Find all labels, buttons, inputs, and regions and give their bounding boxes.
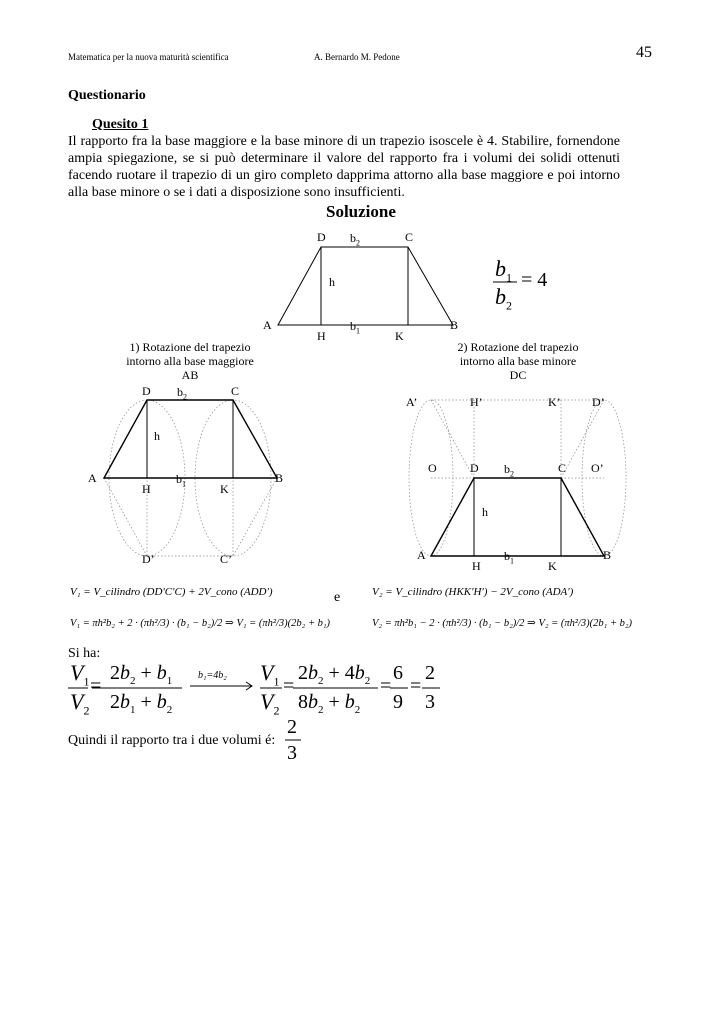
main-label-C: C: [405, 230, 414, 244]
v2-denominator: $V_2$: [70, 689, 90, 718]
header-authors: A. Bernardo M. Pedone: [314, 52, 400, 62]
rot1-ad-line: [104, 478, 147, 556]
rot2-label-Dprime: D’: [592, 395, 605, 409]
rot1-label-B: B: [275, 471, 284, 485]
rot2-label-O: O: [428, 461, 437, 475]
v2-denominator-2: $V_2$: [260, 689, 280, 718]
formula-v2-line2: V₂ = πh²b₁ − 2 · (πh²/3) · (b₁ − b₂)/2 ⇒ V₂ = (πh²/3)(2b₁ + b₂): [372, 618, 633, 629]
formula-v1-line1: V₁ = V_cilindro (DD'C'C) + 2V_cono (ADD'): [70, 586, 273, 598]
expr-den-2: $8b_2 + b_2$: [298, 691, 361, 716]
rot2-label-b2: $b_2$: [504, 462, 514, 479]
rot2-label-Oprime: O’: [591, 461, 604, 475]
rot2-label-b1: $b_1$: [504, 549, 514, 566]
equals-sign-2: =: [283, 675, 295, 697]
section-title: Questionario: [68, 88, 146, 103]
rotation2-figure: [409, 400, 626, 556]
v1-numerator: $V_1$: [70, 660, 90, 689]
page-number: 45: [636, 44, 652, 61]
ratio-numerator: $b_1$: [495, 256, 512, 285]
mid-numerator: 6: [393, 662, 403, 684]
rot2-label-Kprime: K’: [548, 395, 561, 409]
equals-sign-1: =: [90, 675, 102, 697]
rot1-label-C: C: [231, 384, 240, 398]
question-text: Il rapporto fra la base maggiore e la base minore di un trapezio isoscele è 4. Stabilire, fornendone ampia spiegazione, se si può determinare il valore del rapporto fra i volumi dei solidi ottenuti facendo ruotare il trapezio di un giro completo dapprima attorno alla base maggiore e poi intorno alla base minore o se i dati a disposizione sono insufficienti.: [68, 134, 620, 200]
si-ha-label: Si ha:: [68, 646, 101, 661]
expr-num-1: $2b_2 + b_1$: [110, 662, 173, 687]
main-label-D: D: [317, 230, 326, 244]
rot1-trapezoid: [104, 400, 277, 478]
expr-den-1: $2b_1 + b_2$: [110, 691, 173, 716]
rot1-label-K: K: [220, 482, 229, 496]
rot2-label-H: H: [472, 559, 481, 573]
rot1-label-D: D: [142, 384, 151, 398]
rot2-label-K: K: [548, 559, 557, 573]
rot2-label-A: A: [417, 548, 426, 562]
solution-title: Soluzione: [326, 202, 396, 221]
rot1-label-A: A: [88, 471, 97, 485]
rot2-label-Aprime: A’: [406, 395, 418, 409]
rot1-label-Dprime: D’: [142, 552, 155, 566]
rot1-label-b2: $b_2$: [177, 385, 187, 402]
conclusion-numerator: 2: [287, 716, 297, 738]
rot1-label-h: h: [154, 429, 160, 443]
rot2-trapezoid: [431, 478, 604, 556]
ratio-equals-four: = 4: [521, 269, 548, 291]
rotation1-figure: [104, 400, 277, 556]
substitution-condition: b₁=4b₂: [198, 670, 227, 681]
equals-sign-4: =: [410, 675, 422, 697]
main-label-B: B: [450, 318, 459, 332]
rotation1-caption: 1) Rotazione del trapezio intorno alla base maggiore AB: [126, 340, 254, 382]
rot1-label-b1: $b_1$: [176, 472, 186, 489]
main-label-K: K: [395, 329, 404, 343]
rot2-label-h: h: [482, 505, 488, 519]
rot2-label-B: B: [603, 548, 612, 562]
formula-v2-line1: V₂ = V_cilindro (HKK'H') − 2V_cono (ADA'): [372, 586, 574, 598]
header-book-title: Matematica per la nuova maturità scientifica: [68, 52, 229, 62]
v1-numerator-2: $V_1$: [260, 660, 280, 689]
conclusion-denominator: 3: [287, 742, 297, 764]
mid-denominator: 9: [393, 691, 403, 713]
question-title: Quesito 1: [92, 117, 149, 132]
conclusion-text: Quindi il rapporto tra i due volumi é:: [68, 733, 276, 748]
rot2-label-Hprime: H’: [470, 395, 483, 409]
rot1-label-H: H: [142, 482, 151, 496]
main-label-A: A: [263, 318, 272, 332]
rot2-label-D: D: [470, 461, 479, 475]
main-label-b2: $b_2$: [350, 231, 360, 248]
expr-num-2: $2b_2 + 4b_2$: [298, 662, 371, 687]
formula-v1-line2: V₁ = πh²b₂ + 2 · (πh²/3) · (b₁ − b₂)/2 ⇒ V₁ = (πh²/3)(2b₂ + b₁): [70, 618, 331, 629]
formula-connector: e: [334, 590, 341, 605]
equals-sign-3: =: [380, 675, 392, 697]
main-label-H: H: [317, 329, 326, 343]
rot1-label-Cprime: C’: [220, 552, 232, 566]
ratio-denominator: $b_2$: [495, 284, 512, 313]
main-label-b1: $b_1$: [350, 319, 360, 336]
result-denominator: 3: [425, 691, 435, 713]
trapezoid-shape: [278, 247, 453, 325]
result-numerator: 2: [425, 662, 435, 684]
rot2-label-C: C: [558, 461, 567, 475]
main-label-h: h: [329, 275, 335, 289]
rotation2-caption: 2) Rotazione del trapezio intorno alla base minore DC: [457, 340, 579, 382]
